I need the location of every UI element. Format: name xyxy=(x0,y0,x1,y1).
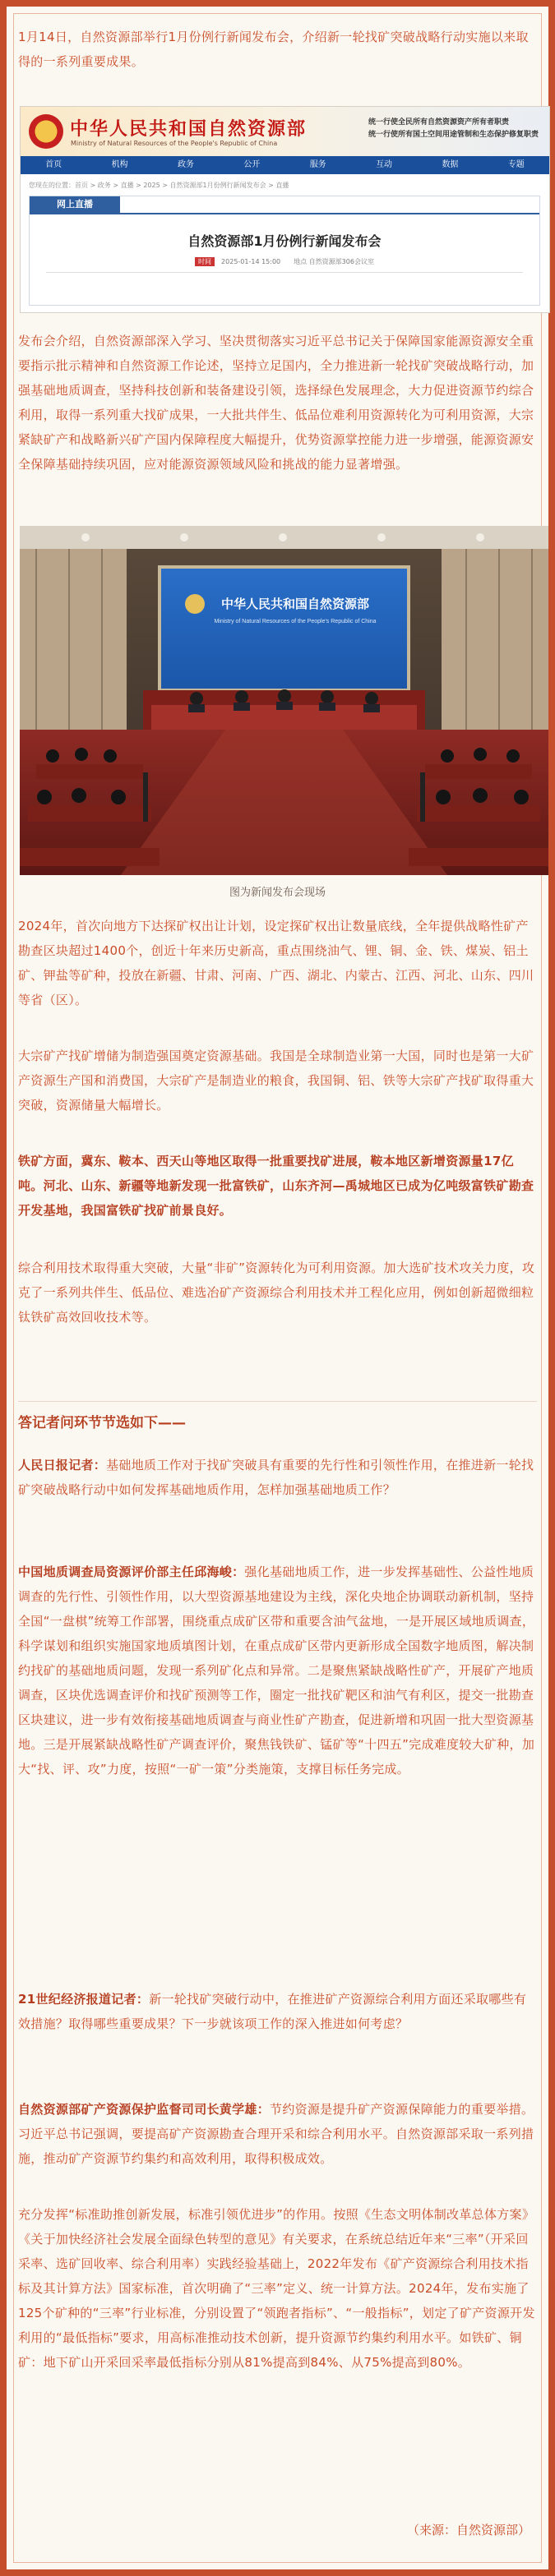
paragraph-3: 大宗矿产找矿增储为制造强国奠定资源基础。我国是全球制造业第一大国，同时也是第一大矿产资源生产国和消费国，大宗矿产是制造业的粮食，我国铜、铝、铁等大宗矿产找矿取得重大突破，资源储量大幅增长。 xyxy=(18,1048,534,1113)
photo-caption: 图为新闻发布会现场 xyxy=(229,887,326,899)
section-divider xyxy=(18,1401,537,1402)
paragraph-4: 铁矿方面，冀东、鞍本、西天山等地区取得一批重要找矿进展，鞍本地区新增资源量17亿吨。河北、山东、新疆等地新发现一批富铁矿，山东齐河—禹城地区已成为亿吨级富铁矿勘查开发基地，我国富铁矿找矿前景良好。 xyxy=(18,1154,534,1218)
site-nav xyxy=(21,156,549,174)
qa1-question-text: 基础地质工作对于找矿突破具有重要的先行性和引领性作用，在推进新一轮找矿突破战略行动中如何发挥基础地质作用，怎样加强基础地质工作？ xyxy=(18,1458,534,1497)
nav-item[interactable]: 专题 xyxy=(507,160,525,169)
paragraph-2: 2024年，首次向地方下达探矿权出让计划，设定探矿权出让数量底线，全年提供战略性矿产勘查区块超过1400个，创近十年来历史新高，重点围绕油气、锂、铜、金、铁、煤炭、铝土矿、钾盐等矿种，投放在新疆、甘肃、河南、广西、湖北、内蒙古、江西、河北、山东、四川等省（区）。 xyxy=(18,919,534,1007)
divider xyxy=(46,272,523,273)
qa2-question xyxy=(18,1987,537,2036)
qa2-answer xyxy=(18,2097,537,2171)
qa-heading: 答记者问环节节选如下—— xyxy=(18,1415,186,1431)
qa2-answer-text: 节约资源是提升矿产资源保障能力的重要举措。习近平总书记强调，要提高矿产资源勘查合理开采和综合利用水平。自然资源部采取一系列措施，推动矿产资源节约集约和高效利用，取得积极成效。 xyxy=(18,2102,534,2166)
slogan-1: 统一行使全民所有自然资源资产所有者职责 xyxy=(368,118,510,127)
nav-item[interactable]: 服务 xyxy=(309,160,326,169)
national-emblem-icon xyxy=(29,114,63,149)
backdrop-title: 中华人民共和国自然资源部 xyxy=(220,597,370,611)
qa2-question-label: 21世纪经济报道记者： xyxy=(18,1992,150,2007)
press-conference-photo xyxy=(20,526,548,875)
nav-item[interactable]: 互动 xyxy=(376,160,393,169)
source-note: （来源：自然资源部） xyxy=(406,2523,530,2537)
website-screenshot xyxy=(20,106,550,313)
slogan-2: 统一行使所有国土空间用途管制和生态保护修复职责 xyxy=(368,131,539,139)
site-slogans xyxy=(368,117,541,141)
qa1-answer-label: 中国地质调查局资源评价部主任邱海峻： xyxy=(18,1564,245,1579)
qa1-question xyxy=(18,1453,537,1502)
qa1-answer xyxy=(18,1560,537,1781)
meta-text: 2025-01-14 15:00 地点 自然资源部306会议室 xyxy=(221,258,374,265)
tab-underline xyxy=(30,213,539,214)
nav-item[interactable]: 公开 xyxy=(243,160,261,169)
tab-live[interactable]: 网上直播 xyxy=(30,196,120,213)
breadcrumb: 您现在的位置：首页 > 政务 > 直播 > 2025 > 自然资源部1月份例行新闻发布会 > 直播 xyxy=(29,182,289,189)
nav-item[interactable]: 机构 xyxy=(111,160,128,169)
qa1-answer-text: 强化基础地质工作，进一步发挥基础性、公益性地质调查的先行性、引领性作用，以大型资源基地建设为主线，深化央地企协调联动新机制，坚持全国“一盘棋”统筹工作部署，围绕重点成矿区带和重要含油气盆地，一是开展区域地质调查，科学谋划和组织实施国家地质填图计划，在重点成矿区带内更新形成全国数字地质图，解决制约找矿的基础地质问题，发现一系列矿化点和异常。二是聚焦紧缺战略性矿产，开展矿产地质调查，区块优选调查评价和找矿预测等工作，圈定一批找矿靶区和油气有利区，提交一批勘查区块建议，进一步有效衔接基础地质调查与商业性矿产勘查，促进新增和巩固一批大型资源基地。三是开展紧缺战略性矿产调查评价，聚焦钱铁矿、锰矿等“十四五”完成难度较大矿种，加大“找、评、攻”力度，按照“一矿一策”分类施策，支撑目标任务完成。 xyxy=(18,1564,535,1776)
paragraph-5: 综合利用技术取得重大突破，大量“非矿”资源转化为可利用资源。加大选矿技术攻关力度，攻克了一系列共伴生、低品位、难选冶矿产资源综合利用技术并工程化应用，例如创新超微细粒钛铁矿高效回收技术等。 xyxy=(18,1260,535,1325)
nav-item[interactable]: 政务 xyxy=(177,160,194,169)
intro-paragraph: 1月14日，自然资源部举行1月份例行新闻发布会，介绍新一轮找矿突破战略行动实施以来取得的一系列重要成果。 xyxy=(18,30,529,69)
article-title: 自然资源部1月份例行新闻发布会 xyxy=(187,233,382,249)
press-conference-illustration xyxy=(20,526,548,875)
paragraph-1: 发布会介绍，自然资源部深入学习、坚决贯彻落实习近平总书记关于保障国家能源资源安全重要指示批示精神和自然资源工作论述，坚持立足国内，全力推进新一轮找矿突破战略行动，加强基础地质调查，坚持科技创新和装备建设引领，选择绿色发展理念，大力促进资源节约综合利用，取得一系列重大找矿成果，一大批共伴生、低品位难利用资源转化为可利用资源，大宗紧缺矿产和战略新兴矿产国内保障程度大幅提升，优势资源掌控能力进一步增强，能源资源安全保障基础持续巩固，应对能源资源领域风险和挑战的能力显著增强。 xyxy=(18,334,534,472)
nav-item[interactable]: 首页 xyxy=(45,160,62,169)
site-title: 中华人民共和国自然资源部 xyxy=(70,118,308,140)
qa2-answer-label: 自然资源部矿产资源保护监督司司长黄学雄： xyxy=(18,2102,271,2117)
qa2-answer-continued: 充分发挥“标准助推创新发展，标准引领优进步”的作用。按照《生态文明体制改革总体方案》《关于加快经济社会发展全面绿色转型的意见》有关要求，在系统总结近年来“三率”（开采回采率、选矿回收率、综合利用率）实践经验基础上，2022年发布《矿产资源综合利用技术指标及其计算方法》国家标准，首次明确了“三率”定义、统一计算方法。2024年，发布实施了125个矿种的“三率”行业标准，分别设置了“领跑者指标”、“一般指标”，划定了矿产资源开发利用的“最低指标”要求，用高标准推动技术创新，提升资源节约集约利用水平。如铁矿、铜矿：地下矿山开采回采率最低指标分别从81%提高到84%、从75%提高到80%。 xyxy=(18,2207,535,2370)
nav-item[interactable]: 数据 xyxy=(442,160,459,169)
qa2-question-text: 新一轮找矿突破行动中，在推进矿产资源综合利用方面还采取哪些有效措施？取得哪些重要成果？下一步就该项工作的深入推进如何考虑？ xyxy=(18,1992,527,2031)
article-meta xyxy=(30,257,539,266)
backdrop-subtitle: Ministry of Natural Resources of the People's Republic of China xyxy=(214,619,377,624)
site-banner xyxy=(21,107,549,156)
site-subtitle: Ministry of Natural Resources of the People's Republic of China xyxy=(71,140,278,147)
live-box xyxy=(29,196,540,306)
qa1-question-label: 人民日报记者： xyxy=(18,1458,107,1472)
time-tag: 时间 xyxy=(195,257,215,266)
